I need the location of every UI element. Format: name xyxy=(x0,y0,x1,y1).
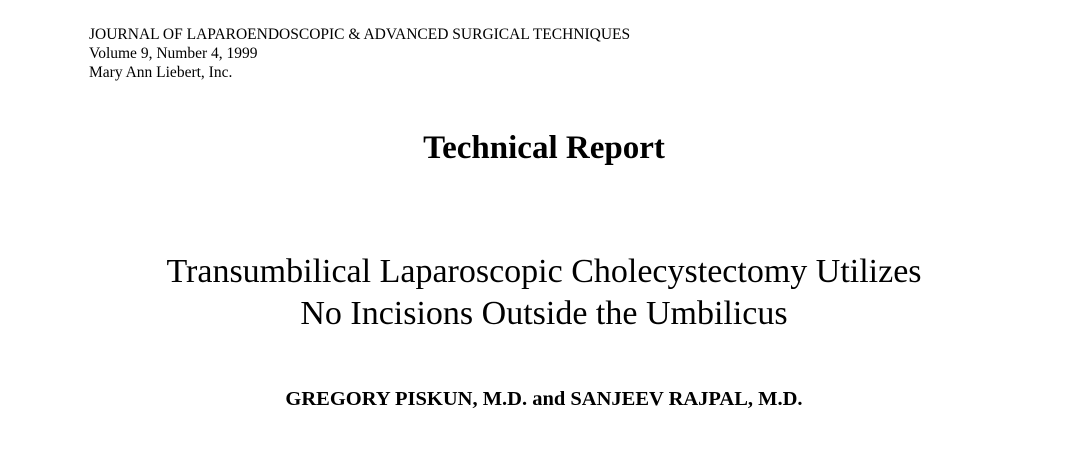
article-title-line-1: Transumbilical Laparoscopic Cholecystectomy Utilizes xyxy=(166,253,922,290)
journal-masthead xyxy=(89,25,630,82)
section-heading: Technical Report xyxy=(423,130,665,166)
journal-publisher: Mary Ann Liebert, Inc. xyxy=(89,64,233,81)
article-title xyxy=(0,251,1080,335)
article-authors: GREGORY PISKUN, M.D. and SANJEEV RAJPAL, M.D. xyxy=(285,388,803,410)
journal-name: JOURNAL OF LAPAROENDOSCOPIC & ADVANCED SURGICAL TECHNIQUES xyxy=(89,26,631,43)
article-title-line-2: No Incisions Outside the Umbilicus xyxy=(300,295,788,332)
journal-issue: Volume 9, Number 4, 1999 xyxy=(89,45,258,62)
